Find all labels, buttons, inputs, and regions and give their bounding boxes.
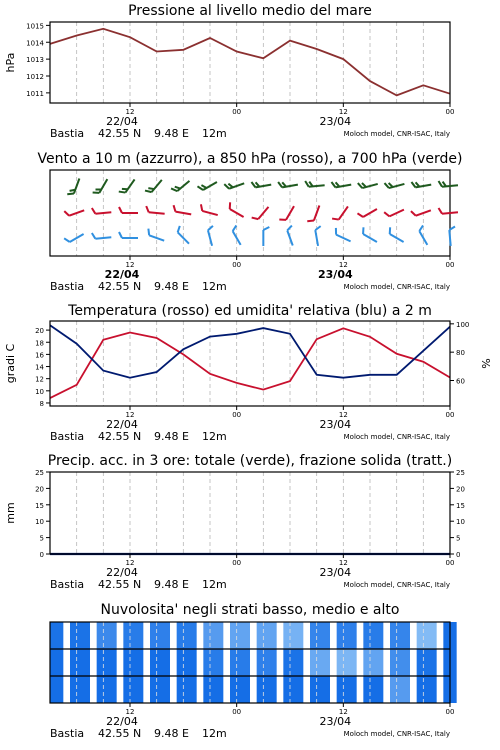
precip-y-tick-label: 15 bbox=[35, 501, 44, 510]
cloud-cell bbox=[257, 676, 277, 703]
wind-barb bbox=[207, 226, 218, 246]
wind-barb bbox=[332, 203, 348, 222]
wind-barb bbox=[145, 176, 162, 194]
temperature-title: Temperatura (rosso) ed umidita' relativa (blu) a 2 m bbox=[68, 303, 432, 319]
temperature-frame bbox=[50, 321, 450, 406]
wind-barb bbox=[315, 226, 324, 246]
temperature-y2-tick-label: 60 bbox=[456, 377, 465, 386]
temperature-x-tick-label: 00 bbox=[232, 411, 242, 419]
precip-date-label: 22/04 bbox=[106, 566, 138, 579]
wind-barb bbox=[278, 179, 298, 188]
wind-barb-flag bbox=[411, 210, 416, 217]
wind-barb-flag bbox=[93, 190, 100, 196]
cloud-cell bbox=[50, 622, 63, 649]
wind-latitude: 42.55 N bbox=[98, 280, 142, 293]
cloud-cell bbox=[230, 622, 250, 649]
cloud-cell bbox=[417, 649, 437, 676]
pressure-y-tick-label: 1014 bbox=[26, 39, 44, 48]
precip-x-tick-label: 00 bbox=[232, 559, 242, 567]
cloud-cell bbox=[390, 676, 410, 703]
cloud-cell bbox=[390, 622, 410, 649]
cloud-cell bbox=[150, 649, 170, 676]
wind-barb-flag bbox=[176, 226, 182, 232]
wind-barb-shaft bbox=[442, 212, 458, 213]
cloud-cell bbox=[363, 676, 383, 703]
pressure-latitude: 42.55 N bbox=[98, 127, 142, 140]
wind-barb-flag bbox=[173, 205, 177, 211]
precip-x-tick-label: 00 bbox=[445, 559, 455, 567]
cloud-latitude: 42.55 N bbox=[98, 727, 142, 740]
wind-barb-flag bbox=[305, 181, 309, 187]
pressure-y-tick-label: 1013 bbox=[26, 56, 44, 65]
wind-date-label: 23/04 bbox=[318, 268, 353, 281]
cloud-cell bbox=[363, 622, 383, 649]
cloud-cell bbox=[283, 649, 303, 676]
precip-frame bbox=[50, 472, 450, 554]
wind-barb bbox=[418, 225, 433, 244]
wind-barb bbox=[305, 179, 324, 187]
wind-barb bbox=[93, 176, 108, 195]
pressure-station: Bastia bbox=[50, 127, 85, 140]
wind-barb-flag bbox=[439, 181, 443, 187]
wind-barb bbox=[251, 179, 271, 188]
wind-barb-flag bbox=[360, 227, 366, 234]
temperature-y-tick-label: 12 bbox=[35, 375, 44, 384]
precip-y2-tick-label: 15 bbox=[456, 501, 465, 510]
wind-barb-flag bbox=[146, 206, 150, 212]
cloud-station: Bastia bbox=[50, 727, 85, 740]
wind-station: Bastia bbox=[50, 280, 85, 293]
wind-barb-flag bbox=[64, 237, 70, 244]
wind-barb-shaft bbox=[203, 182, 217, 190]
wind-barb-flag bbox=[332, 216, 339, 222]
temperature-x-tick-label: 12 bbox=[338, 411, 348, 419]
wind-barb bbox=[173, 205, 193, 214]
wind-longitude: 9.48 E bbox=[154, 280, 189, 293]
wind-x-tick-label: 00 bbox=[232, 261, 242, 269]
wind-x-tick-label: 00 bbox=[445, 261, 455, 269]
wind-barb-flag bbox=[357, 212, 363, 219]
wind-barb bbox=[199, 204, 219, 215]
temperature-date-label: 23/04 bbox=[319, 418, 352, 431]
temperature-y2-tick-label: 100 bbox=[456, 320, 470, 329]
pressure-ylabel: hPa bbox=[4, 52, 17, 73]
precip-latitude: 42.55 N bbox=[98, 578, 142, 591]
precip-x-tick-label: 12 bbox=[125, 559, 135, 567]
wind-barb bbox=[357, 204, 376, 219]
temperature-ylabel: % bbox=[480, 358, 493, 369]
cloud-cell bbox=[97, 649, 117, 676]
wind-barb bbox=[197, 177, 216, 192]
temperature-y-tick-label: 16 bbox=[35, 351, 44, 360]
cloud-cell bbox=[177, 649, 197, 676]
cloud-cell bbox=[417, 676, 437, 703]
precip-y-tick-label: 20 bbox=[35, 485, 44, 494]
wind-barb bbox=[449, 227, 457, 246]
precip-longitude: 9.48 E bbox=[154, 578, 189, 591]
wind-title: Vento a 10 m (azzurro), a 850 hPa (rosso), a 700 hPa (verde) bbox=[37, 151, 463, 167]
temperature-y-tick-label: 14 bbox=[35, 363, 44, 372]
wind-barb-flag bbox=[279, 217, 286, 223]
pressure-x-tick-label: 00 bbox=[445, 108, 455, 116]
wind-barb bbox=[176, 226, 194, 244]
cloud-cell bbox=[70, 676, 90, 703]
wind-barb bbox=[171, 176, 189, 193]
temperature-y-tick-label: 8 bbox=[39, 399, 44, 408]
cloud-cell bbox=[70, 622, 90, 649]
temperature-x-tick-label: 12 bbox=[125, 411, 135, 419]
wind-barb-flag bbox=[333, 228, 338, 235]
wind-barb-shaft bbox=[449, 230, 450, 246]
wind-barb-shaft bbox=[315, 230, 318, 246]
temperature-longitude: 9.48 E bbox=[154, 430, 189, 443]
pressure-date-label: 22/04 bbox=[106, 115, 138, 128]
temperature-altitude: 12m bbox=[202, 430, 227, 443]
cloud-cell bbox=[203, 622, 223, 649]
wind-barb bbox=[64, 205, 84, 217]
temperature-y-tick-label: 20 bbox=[35, 327, 44, 336]
cloud-longitude: 9.48 E bbox=[154, 727, 189, 740]
temperature-credit: Moloch model, CNR-ISAC, Italy bbox=[343, 433, 450, 441]
wind-barb-flag bbox=[439, 208, 443, 214]
wind-barb bbox=[411, 179, 431, 188]
wind-barb-flag bbox=[227, 202, 233, 209]
wind-barb bbox=[263, 227, 269, 246]
pressure-y-tick-label: 1015 bbox=[26, 22, 44, 31]
wind-barb-flag bbox=[119, 232, 122, 238]
humidity-series-line bbox=[50, 325, 450, 377]
wind-x-tick-label: 12 bbox=[338, 261, 348, 269]
wind-barb bbox=[224, 178, 244, 190]
cloud-cell bbox=[50, 676, 63, 703]
pressure-x-tick-label: 00 bbox=[232, 108, 242, 116]
precip-y2-tick-label: 10 bbox=[456, 518, 465, 527]
precip-y-tick-label: 0 bbox=[39, 551, 44, 559]
precip-date-label: 23/04 bbox=[319, 566, 352, 579]
wind-barb bbox=[439, 206, 458, 214]
pressure-y-tick-label: 1012 bbox=[26, 73, 44, 81]
wind-barb bbox=[119, 176, 135, 195]
precip-ylabel: mm bbox=[4, 502, 17, 524]
precip-station: Bastia bbox=[50, 578, 85, 591]
cloud-cell bbox=[97, 622, 117, 649]
wind-x-tick-label: 12 bbox=[125, 261, 135, 269]
wind-barb-flag bbox=[411, 181, 415, 187]
pressure-credit: Moloch model, CNR-ISAC, Italy bbox=[343, 130, 450, 138]
cloud-x-tick-label: 00 bbox=[445, 708, 455, 716]
wind-barb-flag bbox=[263, 227, 269, 230]
temperature-y2-tick-label: 80 bbox=[456, 349, 465, 358]
wind-barb-flag bbox=[199, 204, 203, 211]
cloud-cell bbox=[203, 676, 223, 703]
wind-barb-flag bbox=[307, 218, 314, 223]
wind-barb-shaft bbox=[175, 212, 191, 215]
wind-barb bbox=[146, 206, 165, 214]
wind-barb bbox=[252, 203, 269, 221]
temperature-station: Bastia bbox=[50, 430, 85, 443]
precip-altitude: 12m bbox=[202, 578, 227, 591]
precip-title: Precip. acc. in 3 ore: totale (verde), frazione solida (tratt.) bbox=[47, 453, 453, 469]
cloud-cell bbox=[257, 622, 277, 649]
wind-date-label: 22/04 bbox=[104, 268, 140, 281]
precip-x-tick-label: 12 bbox=[338, 559, 348, 567]
cloud-cell bbox=[177, 622, 197, 649]
cloud-cell bbox=[150, 622, 170, 649]
cloud-cell bbox=[70, 649, 90, 676]
pressure-x-tick-label: 12 bbox=[338, 108, 348, 116]
wind-barb-flag bbox=[64, 210, 69, 217]
wind-barb bbox=[92, 231, 111, 239]
wind-barb-shaft bbox=[99, 179, 107, 193]
wind-barb-flag bbox=[146, 229, 151, 236]
wind-barb bbox=[307, 203, 319, 223]
wind-barb-flag bbox=[252, 215, 259, 221]
wind-barb bbox=[384, 178, 404, 189]
pressure-longitude: 9.48 E bbox=[154, 127, 189, 140]
wind-barb bbox=[119, 232, 138, 238]
pressure-series-line bbox=[50, 29, 450, 96]
wind-barb bbox=[411, 205, 431, 217]
precip-y2-tick-label: 20 bbox=[456, 485, 465, 494]
wind-barb bbox=[439, 179, 458, 187]
cloud-cell bbox=[50, 649, 63, 676]
precip-y2-tick-label: 25 bbox=[456, 469, 465, 477]
pressure-altitude: 12m bbox=[202, 127, 227, 140]
cloud-cell bbox=[337, 676, 357, 703]
cloud-cell bbox=[390, 649, 410, 676]
cloud-x-tick-label: 12 bbox=[125, 708, 135, 716]
wind-barb-shaft bbox=[152, 180, 162, 192]
wind-barb bbox=[67, 176, 79, 196]
temperature-date-label: 22/04 bbox=[106, 418, 138, 431]
precip-credit: Moloch model, CNR-ISAC, Italy bbox=[343, 581, 450, 589]
cloud-cell bbox=[337, 649, 357, 676]
pressure-x-tick-label: 12 bbox=[125, 108, 135, 116]
wind-barb-flag bbox=[92, 208, 96, 214]
wind-barb bbox=[358, 178, 378, 189]
cloud-cell bbox=[310, 622, 330, 649]
wind-barb-flag bbox=[387, 227, 393, 234]
wind-barb bbox=[286, 226, 298, 246]
cloud-altitude: 12m bbox=[202, 727, 227, 740]
wind-barb-shaft bbox=[149, 212, 165, 213]
cloud-cell bbox=[310, 649, 330, 676]
cloud-cell bbox=[230, 649, 250, 676]
wind-barb-flag bbox=[92, 233, 96, 239]
cloud-cell bbox=[123, 676, 143, 703]
cloud-x-tick-label: 12 bbox=[338, 708, 348, 716]
pressure-title: Pressione al livello medio del mare bbox=[128, 3, 372, 19]
wind-barb bbox=[119, 207, 138, 213]
cloud-cell bbox=[417, 622, 437, 649]
temperature-y-tick-label: 10 bbox=[35, 387, 44, 396]
wind-barb bbox=[64, 229, 83, 244]
temperature-y-tick-label: 18 bbox=[35, 339, 44, 348]
precip-y-tick-label: 5 bbox=[39, 534, 44, 543]
cloud-cell bbox=[283, 622, 303, 649]
temperature-latitude: 42.55 N bbox=[98, 430, 142, 443]
wind-barb-flag bbox=[315, 226, 321, 230]
cloud-date-label: 22/04 bbox=[106, 715, 138, 728]
wind-barb-flag bbox=[286, 226, 293, 231]
wind-barb-shaft bbox=[95, 212, 111, 213]
cloud-cell bbox=[97, 676, 117, 703]
wind-barb-flag bbox=[119, 207, 122, 213]
wind-barb-flag bbox=[67, 191, 74, 196]
cloud-cell bbox=[257, 649, 277, 676]
wind-barb-flag bbox=[207, 226, 214, 230]
cloud-cell bbox=[363, 649, 383, 676]
wind-barb-shaft bbox=[95, 237, 111, 238]
wind-barb-flag bbox=[384, 211, 389, 218]
wind-barb bbox=[279, 203, 294, 222]
cloud-cell bbox=[123, 622, 143, 649]
precip-y2-tick-label: 0 bbox=[456, 551, 461, 559]
cloud-cell bbox=[310, 676, 330, 703]
wind-barb bbox=[92, 206, 111, 214]
wind-barb-flag bbox=[331, 181, 335, 187]
wind-barb-flag bbox=[251, 181, 255, 187]
cloud-credit: Moloch model, CNR-ISAC, Italy bbox=[343, 730, 450, 738]
cloud-cell bbox=[337, 622, 357, 649]
cloud-date-label: 23/04 bbox=[319, 715, 352, 728]
precip-y-tick-label: 10 bbox=[35, 518, 44, 527]
pressure-y-tick-label: 1011 bbox=[26, 89, 44, 98]
cloud-cell bbox=[177, 676, 197, 703]
wind-barb-shaft bbox=[177, 181, 189, 191]
cloud-cell bbox=[123, 649, 143, 676]
cloud-x-tick-label: 00 bbox=[232, 708, 242, 716]
wind-barb bbox=[384, 204, 404, 217]
wind-barb-flag bbox=[278, 181, 282, 187]
temperature-series-line bbox=[50, 328, 450, 398]
cloud-cell bbox=[203, 649, 223, 676]
cloud-cell bbox=[283, 676, 303, 703]
temperature-ylabel: gradi C bbox=[4, 343, 17, 384]
cloud-title: Nuvolosita' negli strati basso, medio e alto bbox=[100, 602, 400, 618]
wind-altitude: 12m bbox=[202, 280, 227, 293]
temperature-x-tick-label: 00 bbox=[445, 411, 455, 419]
cloud-cell bbox=[230, 676, 250, 703]
wind-barb-flag bbox=[358, 182, 362, 189]
precip-y2-tick-label: 5 bbox=[456, 534, 461, 543]
pressure-date-label: 23/04 bbox=[319, 115, 352, 128]
precip-y-tick-label: 25 bbox=[35, 469, 44, 477]
wind-barb-flag bbox=[384, 182, 388, 189]
wind-credit: Moloch model, CNR-ISAC, Italy bbox=[343, 283, 450, 291]
cloud-cell bbox=[150, 676, 170, 703]
wind-barb-shaft bbox=[125, 179, 134, 192]
wind-barb bbox=[331, 179, 351, 188]
wind-barb bbox=[231, 225, 246, 244]
